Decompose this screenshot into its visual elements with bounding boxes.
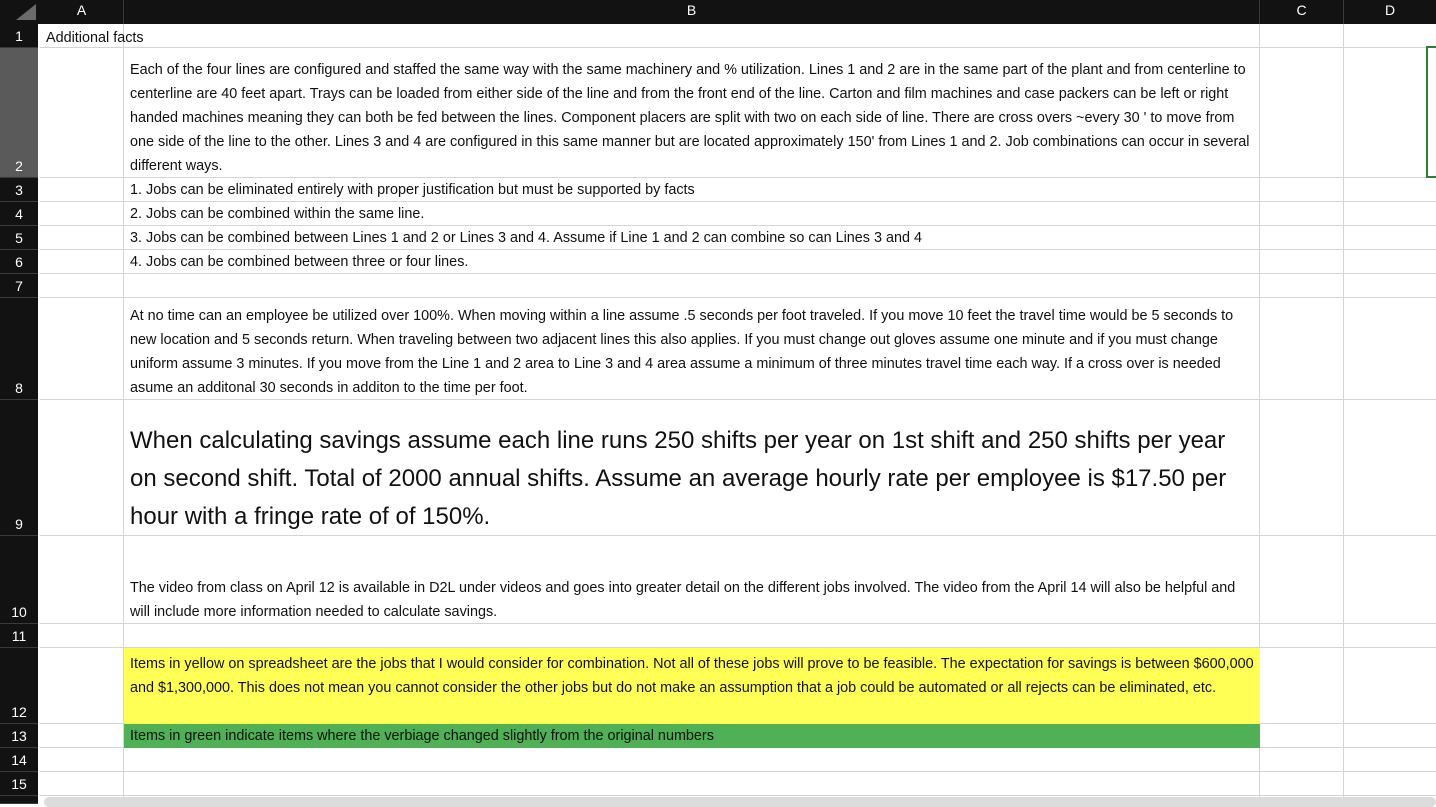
select-all-corner[interactable] bbox=[0, 0, 40, 24]
row-header-3[interactable]: 3 bbox=[0, 178, 38, 202]
row-header-10[interactable]: 10 bbox=[0, 536, 38, 624]
cell-selection bbox=[1426, 46, 1436, 178]
cell-b10[interactable]: The video from class on April 12 is available in D2L under videos and goes into greater detail on the different jobs involved. The video from the April 14 will also be helpful and will include more information needed to calculate savings. bbox=[130, 580, 1236, 620]
column-header-b[interactable]: B bbox=[124, 0, 1260, 24]
gridline bbox=[1343, 24, 1344, 804]
cell-b9[interactable]: When calculating savings assume each line runs 250 shifts per year on 1st shift and 250 shifts per year on second shift. Total of 2000 annual shifts. Assume an average hourly rate per employee is $17.50 per hour with a fringe rate of of 150%. bbox=[130, 427, 1227, 530]
cell-b8[interactable]: At no time can an employee be utilized over 100%. When moving within a line assume .5 seconds per foot traveled. If you move 10 feet the travel time would be 5 seconds to new location and 5 seconds return. When traveling between two adjacent lines this also applies. If you must change out gloves assume one minute and if you must change uniform assume 3 minutes. If you move from the Line 1 and 2 area to Line 3 and 4 area assume a minimum of three minutes travel time each way. If a cross over is needed asume an additonal 30 seconds in additon to the time per foot. bbox=[130, 308, 1234, 396]
row-header-6[interactable]: 6 bbox=[0, 250, 38, 274]
row-header-8[interactable]: 8 bbox=[0, 298, 38, 400]
cell-b3[interactable]: 1. Jobs can be eliminated entirely with proper justification but must be supported by facts bbox=[130, 182, 695, 198]
row-header-14[interactable]: 14 bbox=[0, 748, 38, 772]
row-header-15[interactable]: 15 bbox=[0, 772, 38, 796]
cell-b5[interactable]: 3. Jobs can be combined between Lines 1 and 2 or Lines 3 and 4. Assume if Line 1 and 2 can combine so can Lines 3 and 4 bbox=[130, 230, 923, 246]
select-all-icon bbox=[16, 4, 36, 20]
column-header-c[interactable]: C bbox=[1260, 0, 1344, 24]
gridline bbox=[40, 771, 1436, 772]
row-header-12[interactable]: 12 bbox=[0, 648, 38, 724]
row-header-5[interactable]: 5 bbox=[0, 226, 38, 250]
row-header-16[interactable] bbox=[0, 796, 38, 804]
cell-b12[interactable]: Items in yellow on spreadsheet are the jobs that I would consider for combination. Not all of these jobs will prove to be feasible. The expectation for savings is between $600,000 and $1,300,000. This does not mean you cannot consider the other jobs but do not make an assumption that a job could be automated or all rejects can be eliminated, etc. bbox=[124, 648, 1260, 724]
cell-b13[interactable]: Items in green indicate items where the verbiage changed slightly from the original numbers bbox=[124, 724, 1260, 748]
cell-b2[interactable]: Each of the four lines are configured and staffed the same way with the same machinery and % utilization. Lines 1 and 2 are in the same part of the plant and from centerline to centerline are 40 feet apart. Trays can be loaded from either side of the line and from the front end of the line. Carton and film machines and case packers can be left or right handed machines meaning they can both be fed between the lines. Component placers are split with two on each side of line. There are cross overs ~every 30 ' to move from one side of the line to the other. Lines 3 and 4 are configured in this same manner but are located approximately 150' from Lines 1 and 2. Job combinations can occur in several different ways. bbox=[130, 62, 1250, 174]
horizontal-scrollbar[interactable] bbox=[44, 797, 1436, 807]
gridline bbox=[40, 795, 1436, 796]
row-header-13[interactable]: 13 bbox=[0, 724, 38, 748]
cell-a1[interactable]: Additional facts bbox=[46, 30, 144, 46]
cell-b6[interactable]: 4. Jobs can be combined between three or four lines. bbox=[130, 254, 469, 270]
column-header-a[interactable]: A bbox=[40, 0, 124, 24]
row-header-4[interactable]: 4 bbox=[0, 202, 38, 226]
column-header-d[interactable]: D bbox=[1344, 0, 1436, 24]
row-header-1[interactable]: 1 bbox=[0, 24, 38, 48]
cell-b4[interactable]: 2. Jobs can be combined within the same line. bbox=[130, 206, 425, 222]
row-header-11[interactable]: 11 bbox=[0, 624, 38, 648]
row-header-9[interactable]: 9 bbox=[0, 400, 38, 536]
row-header-7[interactable]: 7 bbox=[0, 274, 38, 298]
row-header-2[interactable]: 2 bbox=[0, 48, 38, 178]
gridline bbox=[40, 297, 1436, 298]
